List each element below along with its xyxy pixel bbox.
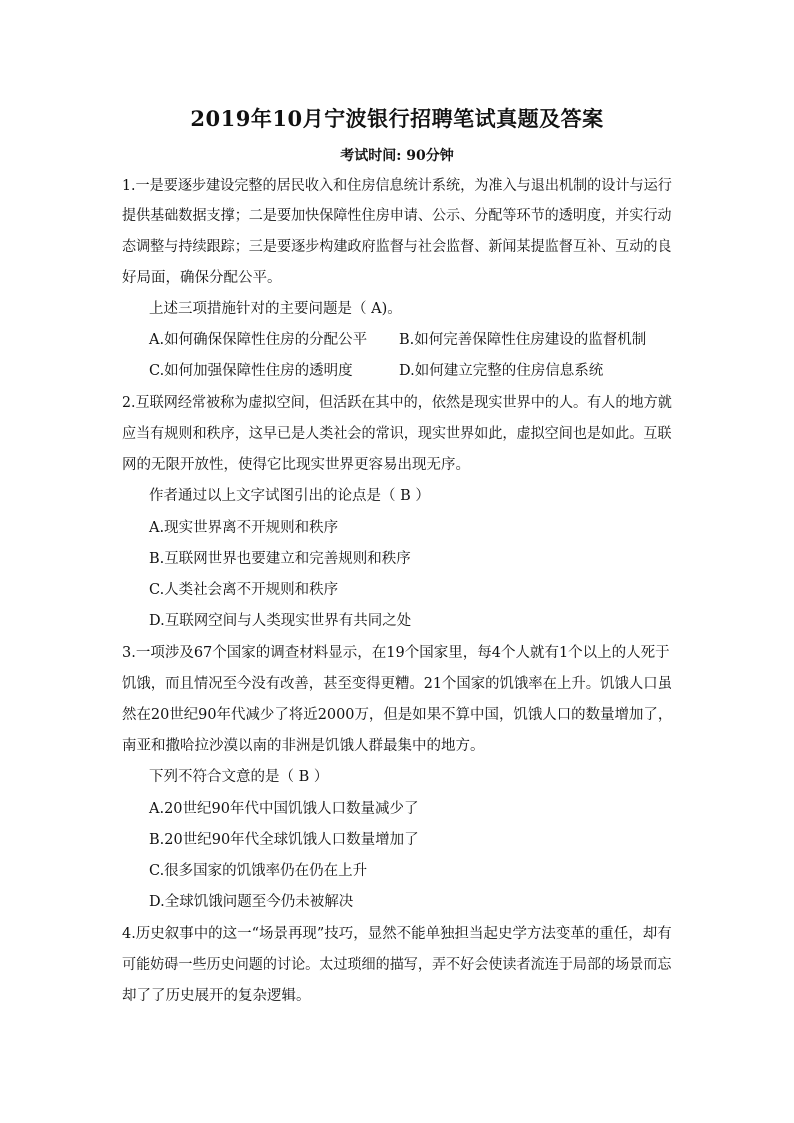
q4-text-line: 却了了历史展开的复杂逻辑。 — [122, 988, 311, 1004]
q3-text-line: 3.一项涉及67个国家的调查材料显示，在19个国家里，每4个人就有1个以上的人死于 — [122, 645, 670, 661]
q1-text-line: 好局面，确保分配公平。 — [122, 270, 282, 286]
q1-text-line: 提供基础数据支撑；二是要加快保障性住房申请、公示、分配等环节的透明度，并实行动 — [122, 208, 672, 224]
q1-option-a: A.如何确保保障性住房的分配公平 — [149, 332, 368, 348]
q1-option-c: C.如何加强保障性住房的透明度 — [149, 363, 353, 379]
q2-option: D.互联网空间与人类现实世界有共同之处 — [149, 613, 412, 629]
q3-option: D.全球饥饿问题至今仍未被解决 — [149, 894, 354, 910]
q1-option-d: D.如何建立完整的住房信息系统 — [399, 363, 604, 379]
q3-option: A.20世纪90年代中国饥饿人口数量减少了 — [149, 801, 419, 817]
q2-text-line: 应当有规则和秩序，这早已是人类社会的常识，现实世界如此，虚拟空间也是如此。互联 — [122, 426, 672, 442]
q1-question: 上述三项措施针对的主要问题是（ A)。 — [149, 301, 402, 317]
q2-option: C.人类社会离不开规则和秩序 — [149, 582, 339, 598]
q1-option-b: B.如何完善保障性住房建设的监督机制 — [399, 332, 647, 348]
q1-text-line: 态调整与持续跟踪；三是要逐步构建政府监督与社会监督、新闻某提监督互补、互动的良 — [122, 239, 672, 255]
q2-option: A.现实世界离不开规则和秩序 — [149, 520, 339, 536]
q2-text-line: 2.互联网经常被称为虚拟空间，但活跃在其中的，依然是现实世界中的人。有人的地方就 — [122, 395, 672, 411]
q2-text-line: 网的无限开放性，使得它比现实世界更容易出现无序。 — [122, 457, 470, 473]
exam-duration: 考试时间: 90分钟 — [340, 148, 454, 164]
q1-text-line: 1.一是要逐步建设完整的居民收入和住房信息统计系统，为准入与退出机制的设计与运行 — [122, 178, 672, 194]
q4-text-line: 4.历史叙事中的这一“场景再现”技巧，显然不能单独担当起史学方法变革的重任，却有 — [122, 926, 672, 942]
q2-question: 作者通过以上文字试图引出的论点是（ B ） — [149, 488, 430, 504]
q3-text-line: 然在20世纪90年代减少了将近2000万，但是如果不算中国，饥饿人口的数量增加了， — [122, 707, 673, 723]
q3-option: C.很多国家的饥饿率仍在仍在上升 — [149, 863, 368, 879]
q3-question: 下列不符合文意的是（ B ） — [149, 769, 329, 785]
q2-option: B.互联网世界也要建立和完善规则和秩序 — [149, 551, 411, 567]
q3-text-line: 南亚和撒哈拉沙漠以南的非洲是饥饿人群最集中的地方。 — [122, 738, 485, 754]
q3-option: B.20世纪90年代全球饥饿人口数量增加了 — [149, 832, 419, 848]
q3-text-line: 饥饿，而且情况至今没有改善，甚至变得更糟。21个国家的饥饿率在上升。饥饿人口虽 — [122, 676, 672, 692]
document-title: 2019年10月宁波银行招聘笔试真题及答案 — [190, 106, 604, 131]
q4-text-line: 可能妨碍一些历史问题的讨论。太过琐细的描写，弄不好会使读者流连于局部的场景而忘 — [122, 957, 672, 973]
